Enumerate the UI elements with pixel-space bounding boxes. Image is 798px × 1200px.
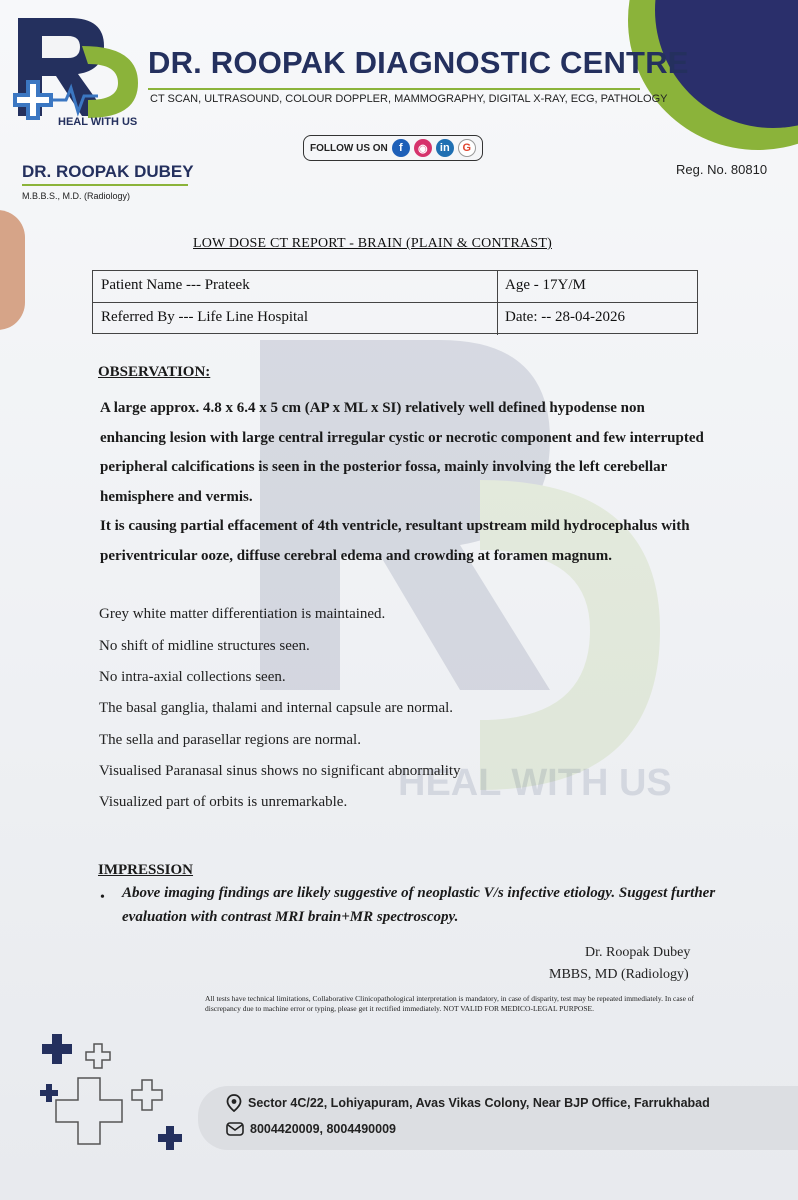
observation-line: Visualized part of orbits is unremarkable. — [99, 794, 348, 810]
patient-info-table — [92, 270, 698, 334]
observation-heading: OBSERVATION: — [98, 364, 211, 380]
registration-number: Reg. No. 80810 — [676, 162, 768, 177]
signature-name: Dr. Roopak Dubey — [585, 945, 691, 960]
observation-paragraph-2: It is causing partial effacement of 4th ventricle, resultant upstream mild hydrocephalus with periventricular ooze, diffuse cerebral edema and crowding at foramen magnum. — [100, 518, 690, 564]
phone-numbers[interactable]: 8004420009, 8004490009 — [250, 1122, 396, 1136]
patient-name: Patient Name --- Prateek — [101, 277, 250, 293]
table-row — [93, 303, 697, 335]
observation-line: Grey white matter differentiation is maintained. — [99, 606, 386, 622]
doctor-rule — [22, 184, 188, 186]
header-rule — [148, 88, 640, 90]
table-row — [93, 271, 697, 303]
patient-age: Age - 17Y/M — [505, 277, 586, 293]
google-icon[interactable]: G — [458, 139, 476, 157]
observation-line: The sella and parasellar regions are normal. — [99, 732, 361, 748]
observation-paragraph-1: A large approx. 4.8 x 6.4 x 5 cm (AP x ML x SI) relatively well defined hypodense non enhancing lesion with large central irregular cystic or necrotic component and few interrupted peripheral calcifications is seen in the posterior fossa, mainly involving the left cerebellar hemisphere and vermis. — [100, 400, 704, 505]
observation-line: The basal ganglia, thalami and internal capsule are normal. — [99, 700, 454, 716]
services-list: CT SCAN, ULTRASOUND, COLOUR DOPPLER, MAMMOGRAPHY, DIGITAL X-RAY, ECG, PATHOLOGY — [150, 93, 668, 105]
follow-label: FOLLOW US ON — [310, 142, 388, 154]
logo-tagline: HEAL WITH US — [58, 116, 138, 128]
medical-cross-decoration — [38, 1030, 198, 1150]
corner-decoration — [608, 0, 798, 170]
doctor-name: DR. ROOPAK DUBEY — [22, 162, 194, 181]
observation-line: Visualised Paranasal sinus shows no significant abnormality — [99, 763, 461, 779]
observation-line: No shift of midline structures seen. — [99, 638, 310, 654]
footer-address — [226, 1094, 710, 1112]
address-text: Sector 4C/22, Lohiyapuram, Avas Vikas Colony, Near BJP Office, Farrukhabad — [248, 1096, 710, 1110]
thumb — [0, 210, 25, 330]
impression-heading: IMPRESSION — [98, 862, 194, 878]
watermark-tagline: HEAL WITH US — [398, 762, 672, 804]
observation-line: No intra-axial collections seen. — [99, 669, 286, 685]
centre-name: DR. ROOPAK DIAGNOSTIC CENTRE — [148, 45, 689, 80]
phone-mail-icon — [226, 1121, 244, 1137]
follow-us-box — [303, 135, 483, 161]
impression-text: Above imaging findings are likely suggestive of neoplastic V/s infective etiology. Suggest further evaluation with contrast MRI brain+MR spectroscopy. — [122, 885, 716, 925]
report-title: LOW DOSE CT REPORT - BRAIN (PLAIN & CONTRAST) — [193, 236, 552, 251]
location-pin-icon — [226, 1094, 242, 1112]
footer-phone — [226, 1121, 396, 1137]
referred-by: Referred By --- Life Line Hospital — [101, 309, 309, 325]
instagram-icon[interactable]: ◉ — [414, 139, 432, 157]
disclaimer: All tests have technical limitations, Collaborative Clinicopathological interpretation is mandatory, in case of disparity, test may be repeated immediately. In case of discrepancy due to machine error or typing, please get it rectified immediately. NOT VALID FOR MEDICO-LEGAL PURPOSE. — [205, 994, 695, 1013]
facebook-icon[interactable]: f — [392, 139, 410, 157]
signature-qualification: MBBS, MD (Radiology) — [549, 967, 689, 982]
linkedin-icon[interactable]: in — [436, 139, 454, 157]
bullet-icon: • — [100, 890, 105, 905]
table-divider — [497, 271, 498, 335]
report-date: Date: -- 28-04-2026 — [505, 309, 625, 325]
doctor-qualification: M.B.B.S., M.D. (Radiology) — [22, 191, 131, 201]
